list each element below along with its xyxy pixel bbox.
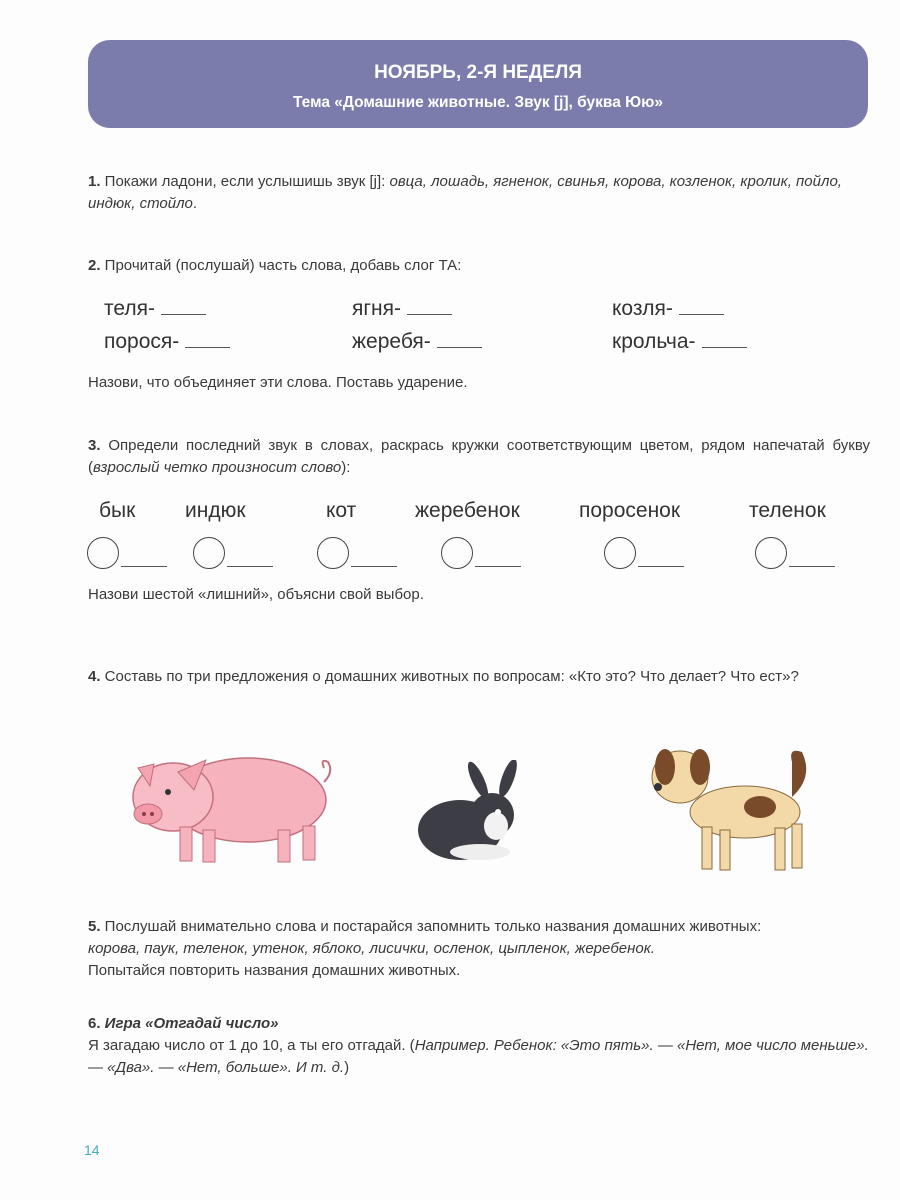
color-circle-answer[interactable] [755,537,835,569]
word-text: ягня- [352,297,401,320]
task-text: Определи последний звук в словах, раскрась кружки соответствующим цветом, рядом напечатай букву ( [88,437,870,476]
word-text: крольча- [612,330,696,353]
color-circle-answer[interactable] [604,537,684,569]
color-circle-answer[interactable] [193,537,273,569]
task-number: 5. [88,918,101,935]
sound-word: бык [99,499,136,522]
task-number: 4. [88,668,101,685]
task-5 [88,916,870,982]
task-text: Послушай внимательно слова и постарайся запомнить только названия домашних животных: [100,918,762,935]
task-2-note: Назови, что объединяет эти слова. Поставь ударение. [88,374,468,391]
task-6 [88,1013,870,1079]
letter-blank[interactable] [121,566,167,567]
color-circle[interactable] [87,537,119,569]
task-words: корова, паук, теленок, утенок, яблоко, лисички, осленок, цыпленок, жеребенок. [88,940,655,957]
word-text: порося- [104,330,180,353]
task-italic: взрослый четко произносит слово [93,459,342,476]
answer-blank [407,314,452,315]
task-4 [88,666,870,688]
letter-blank[interactable] [475,566,521,567]
word-text: козля- [612,297,673,320]
task-3-note: Назови шестой «лишний», объясни свой выбор. [88,586,424,603]
task-italic: Например. Ребенок: «Это пять». — «Нет, мое число меньше». — «Два». — «Нет, больше». И т. д. [88,1037,869,1076]
letter-blank[interactable] [351,566,397,567]
pig-illustration [128,742,333,872]
color-circle[interactable] [317,537,349,569]
letter-blank[interactable] [638,566,684,567]
word-text: жеребя- [352,330,431,353]
color-circle[interactable] [193,537,225,569]
sound-word: теленок [749,499,826,522]
syllable-word [104,297,206,321]
sound-word: индюк [185,499,246,522]
task-text: Я загадаю число от 1 до 10, а ты его отгадай. ( [88,1037,415,1054]
task-1 [88,171,870,215]
word-text: теля- [104,297,155,320]
task-number: 1. [88,173,101,190]
sound-word: жеребенок [415,499,520,522]
dog-illustration [640,742,820,877]
task-text: Составь по три предложения о домашних животных по вопросам: «Кто это? Что делает? Что ест»? [100,668,799,685]
syllable-word [612,330,747,354]
color-circle-answer[interactable] [441,537,521,569]
header-title: НОЯБРЬ, 2-Я НЕДЕЛЯ [374,62,582,83]
header-banner [88,40,868,128]
syllable-word [104,330,230,354]
task-text: Покажи ладони, если услышишь звук [j]: [100,173,390,190]
color-circle[interactable] [604,537,636,569]
answer-blank [161,314,206,315]
task-number: 6. [88,1015,101,1032]
page-number: 14 [84,1142,100,1158]
syllable-word [612,297,724,321]
answer-blank [702,347,747,348]
answer-blank [679,314,724,315]
syllable-word [352,330,482,354]
letter-blank[interactable] [789,566,835,567]
rabbit-illustration [410,760,535,865]
answer-blank [185,347,230,348]
task-number: 3. [88,437,101,454]
task-end: ) [344,1059,350,1076]
sound-word: кот [326,499,357,522]
task-number: 2. [88,257,101,274]
task-3 [88,435,870,479]
color-circle-answer[interactable] [317,537,397,569]
color-circle-answer[interactable] [87,537,167,569]
task-note: Попытайся повторить названия домашних животных. [88,962,461,979]
task-2 [88,255,870,277]
answer-blank [437,347,482,348]
task-end: . [192,195,198,212]
color-circle[interactable] [755,537,787,569]
task-text: Прочитай (послушай) часть слова, добавь слог ТА: [100,257,462,274]
task-title: Игра «Отгадай число» [100,1015,279,1032]
task-end: ): [341,459,351,476]
color-circle[interactable] [441,537,473,569]
letter-blank[interactable] [227,566,273,567]
task-words: овца, лошадь, ягненок, свинья, корова, козленок, кролик, пойло, индюк, стойло [88,173,842,212]
sound-word: поросенок [579,499,681,522]
header-subtitle: Тема «Домашние животные. Звук [j], буква Юю» [292,94,663,111]
syllable-word [352,297,452,321]
